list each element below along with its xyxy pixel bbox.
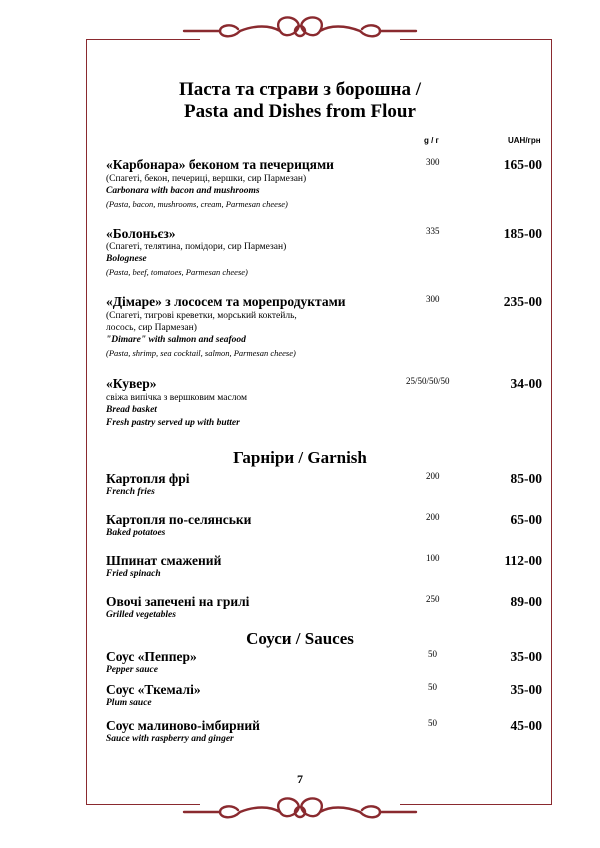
dish-weight: 50 [428,682,437,692]
page-title-line2: Pasta and Dishes from Flour [184,101,416,122]
dish-weight: 300 [426,157,440,167]
dish-weight: 335 [426,226,440,236]
dish-name-en: French fries [106,487,155,497]
dish-ingredients: (Спагеті, тигрові креветки, морський коктейль, [106,311,297,321]
dish-weight: 250 [426,594,440,604]
dish-price: 165-00 [503,157,542,172]
dish-name-en: Pepper sauce [106,665,158,675]
dish-weight: 100 [426,553,440,563]
page-number: 7 [297,772,303,786]
dish-ingredients-en: (Pasta, shrimp, sea cocktail, salmon, Parmesan cheese) [106,348,296,358]
price-column-header: UAH/грн [508,136,541,145]
dish-name-en: Carbonara with bacon and mushrooms [106,186,260,196]
dish-price: 235-00 [503,294,542,309]
dish-name-en: Bolognese [106,254,147,264]
dish-ingredients: (Спагеті, телятина, помідори, сир Пармезан) [106,242,287,252]
dish-name: «Кувер» [106,376,157,391]
dish-name-en: Bread basket [106,405,157,415]
bottom-ornament-icon [180,792,420,832]
dish-name: Картопля по-селянськи [106,512,252,527]
dish-name: Овочі запечені на грилі [106,594,250,609]
sauces-section-title: Соуси / Sauces [246,629,354,648]
dish-weight: 200 [426,512,440,522]
dish-name-en: Baked potatoes [106,528,166,538]
dish-name: Картопля фрі [106,471,190,486]
dish-price: 112-00 [504,553,542,568]
dish-weight: 50 [428,718,437,728]
dish-weight: 50 [428,649,437,659]
dish-weight: 300 [426,294,440,304]
dish-weight: 25/50/50/50 [406,376,450,386]
dish-price: 185-00 [503,226,542,241]
dish-price: 34-00 [510,376,542,391]
dish-name: «Карбонара» беконом та печерицями [106,157,334,172]
dish-name: Соус «Пеппер» [106,649,197,664]
dish-price: 89-00 [510,594,542,609]
dish-name: «Дімаре» з лососем та морепродуктами [106,294,346,309]
dish-price: 85-00 [510,471,542,486]
dish-price: 45-00 [510,718,542,733]
dish-name-en: "Dimare" with salmon and seafood [106,335,246,345]
page-title-line1: Паста та страви з борошна / [178,79,422,100]
dish-name-en: Grilled vegetables [106,610,176,620]
garnish-section-title: Гарніри / Garnish [233,448,367,467]
dish-description-en: Fresh pastry served up with butter [106,418,240,428]
dish-weight: 200 [426,471,440,481]
dish-name: Шпинат смажений [106,553,222,568]
top-ornament-icon [180,11,420,51]
dish-name-en: Fried spinach [106,569,161,579]
grams-column-header: g / г [424,136,439,145]
dish-name: «Болоньєз» [106,226,176,241]
dish-price: 65-00 [510,512,542,527]
dish-ingredients-en: (Pasta, beef, tomatoes, Parmesan cheese) [106,267,248,277]
dish-ingredients-en: (Pasta, bacon, mushrooms, cream, Parmesan cheese) [106,199,288,209]
dish-name-en: Plum sauce [106,698,152,708]
dish-price: 35-00 [510,649,542,664]
dish-ingredients: (Спагеті, бекон, печериці, вершки, сир Пармезан) [106,174,307,184]
dish-name: Соус «Ткемалі» [106,682,201,697]
dish-ingredients: лосось, сир Пармезан) [106,323,197,333]
dish-ingredients: свіжа випічка з вершковим маслом [106,393,248,403]
dish-price: 35-00 [510,682,542,697]
dish-name: Соус малиново-імбирний [106,718,260,733]
dish-name-en: Sauce with raspberry and ginger [106,734,234,744]
